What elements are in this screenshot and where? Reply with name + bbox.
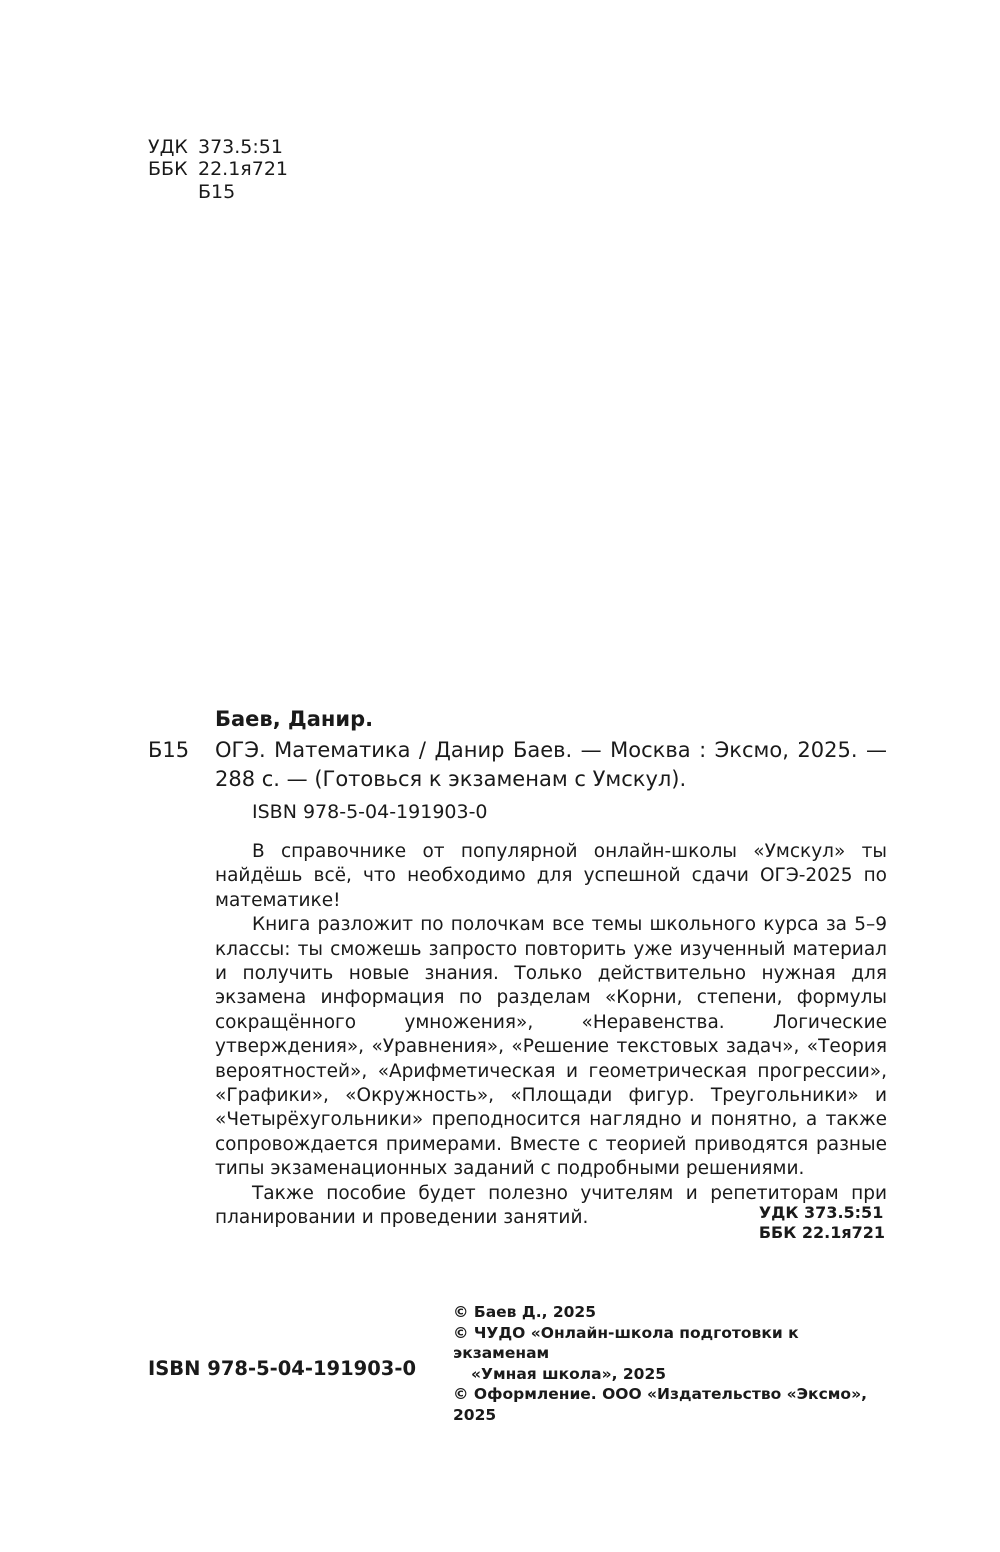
copyright-school: © ЧУДО «Онлайн-школа подготовки к экзаменам [453, 1323, 799, 1362]
bbk-code: ББК 22.1я721 [758, 1223, 885, 1242]
annotation-paragraph: Книга разложит по полочкам все темы школьного курса за 5–9 классы: ты сможешь запросто повторить уже изученный материал и получить новые знания. Только действительно нужная для экзамена информация по разделам «Корни, степени, формулы сокращённого умножения», «Неравенства. Логические утверждения», «Уравнения», «Решение текстовых задач», «Теория вероятностей», «Арифметическая и геометрическая прогрессии», «Графики», «Окружность», «Площади фигур. Треугольники» и «Четырёхугольники» преподносится наглядно и понятно, а также сопровождается примерами. Вместе с теорией приводятся разные типы экзаменационных заданий с подробными решениями. [215, 914, 887, 1180]
udk-value: 373.5:51 [198, 136, 283, 158]
codes-block [759, 1203, 885, 1243]
annotation [215, 840, 887, 1231]
author-mark-top: Б15 [198, 181, 236, 203]
bbk-label: ББК [148, 158, 188, 180]
author-heading: Баев, Данир. [215, 707, 374, 731]
copyright-design: © Оформление. ООО «Издательство «Эксмо», 2025 [453, 1385, 867, 1424]
annotation-paragraph: В справочнике от популярной онлайн-школы «Умскул» ты найдёшь всё, что необходимо для успешной сдачи ОГЭ-2025 по математике! [215, 841, 887, 911]
copyright-school-cont: «Умная школа», 2025 [471, 1364, 667, 1383]
copyright-block [453, 1302, 893, 1425]
isbn-record: ISBN 978-5-04-191903-0 [252, 801, 488, 823]
annotation-paragraph: Также пособие будет полезно учителям и репетиторам при планировании и проведении занятий. [215, 1182, 887, 1229]
bbk-row [148, 158, 288, 180]
udk-row [148, 136, 283, 158]
bibliographic-description: ОГЭ. Математика / Данир Баев. — Москва : Эксмо, 2025. — 288 с. — (Готовься к экзаменам с Умскул). [215, 738, 887, 791]
udk-code: УДК 373.5:51 [758, 1203, 884, 1222]
isbn-footer: ISBN 978-5-04-191903-0 [148, 1357, 417, 1380]
author-mark: Б15 [148, 738, 190, 762]
copyright-author: © Баев Д., 2025 [453, 1303, 597, 1321]
bbk-value: 22.1я721 [198, 158, 288, 180]
udk-label: УДК [148, 136, 188, 158]
